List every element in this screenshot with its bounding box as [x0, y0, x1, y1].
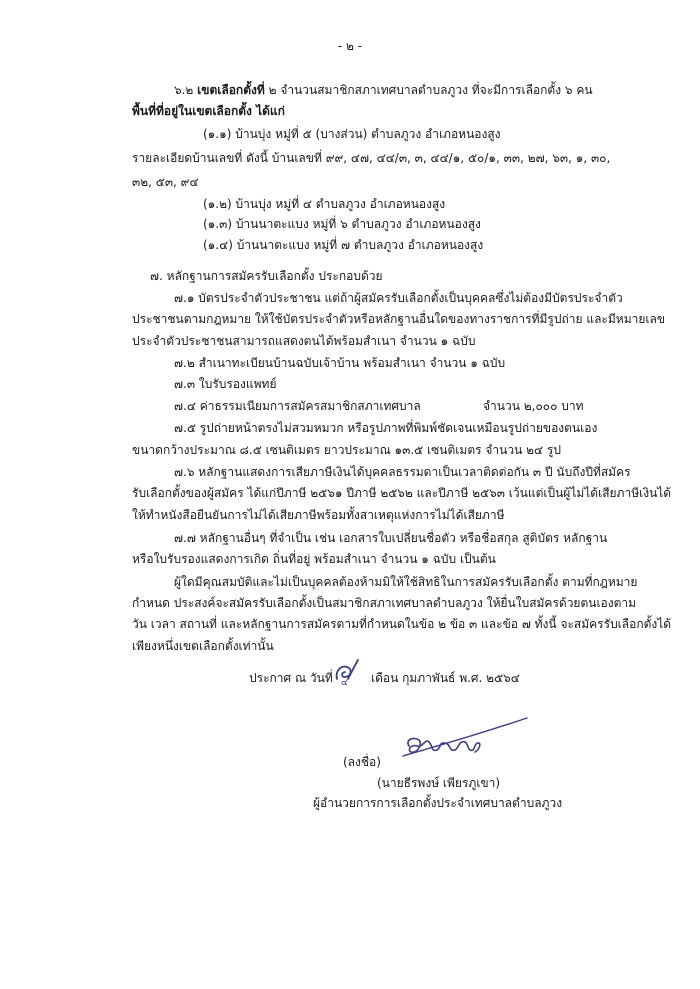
page-number: - ๒ - [337, 39, 363, 53]
signer-title: ผู้อำนวยการการเลือกตั้งประจำเทศบาลตำบลภูวง [313, 796, 563, 810]
evidence-7-1-line-3: ประจำตัวประชาชนสามารถแสดงตนได้พร้อมสำเนา จำนวน ๑ ฉบับ [132, 334, 476, 348]
district-heading-number: ๖.๒ [174, 83, 194, 97]
house-numbers-line-2: ๓๒, ๕๓, ๙๔ [132, 175, 199, 189]
evidence-7-4-amount: จำนวน ๒,๐๐๐ บาท [483, 399, 584, 413]
handwritten-day [331, 657, 361, 687]
evidence-7-1-line-2: ประชาชนตามกฎหมาย ให้ใช้บัตรประจำตัวหรือหลักฐานอื่นใดของทางราชการที่มีรูปถ่าย และมีหมายเลข [132, 312, 666, 326]
district-heading-text: ๒ จำนวนสมาชิกสภาเทศบาลตำบลภูวง ที่จะมีการเลือกตั้ง ๖ คน [268, 83, 593, 97]
evidence-7-4-label: ๗.๔ ค่าธรรมเนียมการสมัครสมาชิกสภาเทศบาล [174, 399, 421, 413]
district-item-4: (๑.๔) บ้านนาตะแบง หมู่ที่ ๗ ตำบลภูวง อำเภอหนองสูง [203, 238, 484, 252]
closing-line-3: วัน เวลา สถานที่ และหลักฐานการสมัครตามที่กำหนดในข้อ ๒ ข้อ ๓ และข้อ ๗ ทั้งนี้ จะสมัครรับเลือกตั้งได้ [132, 617, 672, 631]
evidence-7-7-line-2: หรือใบรับรองแสดงการเกิด ถิ่นที่อยู่ พร้อมสำเนา จำนวน ๑ ฉบับ เป็นต้น [132, 552, 496, 566]
evidence-7-6-line-1: ๗.๖ หลักฐานแสดงการเสียภาษีเงินได้บุคคลธรรมดาเป็นเวลาติดต่อกัน ๓ ปี นับถึงปีที่สมัคร [174, 465, 631, 479]
closing-line-4: เพียงหนึ่งเขตเลือกตั้งเท่านั้น [132, 639, 274, 653]
evidence-7-7-line-1: ๗.๗ หลักฐานอื่นๆ ที่จำเป็น เช่น เอกสารใบเปลี่ยนชื่อตัว หรือชื่อสกุล สูติบัตร หลักฐาน [174, 531, 608, 545]
district-heading-label: เขตเลือกตั้งที่ [197, 83, 265, 97]
evidence-7-5-line-2: ขนาดกว้างประมาณ ๘.๕ เซนติเมตร ยาวประมาณ ๑๓.๕ เซนติเมตร จำนวน ๒๔ รูป [132, 443, 561, 457]
house-numbers-line-1: รายละเอียดบ้านเลขที่ ดังนี้ บ้านเลขที่ ๙๙, ๔๗, ๔๔/๓, ๓, ๔๔/๑, ๕๐/๑, ๓๓, ๒๗, ๖๓, ๑, ๓๐, [132, 151, 611, 165]
signature-image [395, 712, 535, 768]
district-area-line: พื้นที่ที่อยู่ในเขตเลือกตั้ง ได้แก่ [132, 104, 285, 118]
district-heading [174, 80, 593, 100]
district-item-1: (๑.๑) บ้านบุ่ง หมู่ที่ ๕ (บางส่วน) ตำบลภูวง อำเภอหนองสูง [203, 127, 501, 141]
closing-line-2: กำหนด ประสงค์จะสมัครรับเลือกตั้งเป็นสมาชิกสภาเทศบาลตำบลภูวง ให้ยื่นใบสมัครด้วยตนเองตาม [132, 596, 637, 610]
evidence-7-1-line-1: ๗.๑ บัตรประจำตัวประชาชน แต่ถ้าผู้สมัครรับเลือกตั้งเป็นบุคคลซึ่งไม่ต้องมีบัตรประจำตัว [174, 291, 623, 305]
evidence-7-6-line-2: รับเลือกตั้งของผู้สมัคร ได้แก่ปีภาษี ๒๕๖๑ ปีภาษี ๒๕๖๒ และปีภาษี ๒๕๖๓ เว้นแต่เป็นผู้ไม่ได้เสียภาษีเงินได้ [132, 486, 672, 500]
district-item-2: (๑.๒) บ้านบุ่ง หมู่ที่ ๔ ตำบลภูวง อำเภอหนองสูง [203, 197, 446, 211]
evidence-7-2: ๗.๒ สำเนาทะเบียนบ้านฉบับเจ้าบ้าน พร้อมสำเนา จำนวน ๑ ฉบับ [174, 356, 506, 370]
signer-name: (นายธีรพงษ์ เพียรภูเขา) [377, 776, 501, 790]
evidence-7-5-line-1: ๗.๕ รูปถ่ายหน้าตรงไม่สวมหมวก หรือรูปภาพที่พิมพ์ชัดเจนเหมือนรูปถ่ายของตนเอง [174, 421, 598, 435]
closing-line-1: ผู้ใดมีคุณสมบัติและไม่เป็นบุคคลต้องห้ามมิให้ใช้สิทธิในการสมัครรับเลือกตั้ง ตามที่กฎหมาย [174, 575, 638, 589]
sign-label: (ลงชื่อ) [343, 755, 381, 769]
evidence-7-6-line-3: ให้ทำหนังสือยืนยันการไม่ได้เสียภาษีพร้อมทั้งสาเหตุแห่งการไม่ได้เสียภาษี [132, 508, 505, 522]
announcement-suffix: เดือน กุมภาพันธ์ พ.ศ. ๒๕๖๔ [371, 671, 520, 685]
district-item-3: (๑.๓) บ้านนาตะแบง หมู่ที่ ๖ ตำบลภูวง อำเภอหนองสูง [203, 217, 481, 231]
handwritten-day-value: ๔ [341, 678, 348, 687]
evidence-7-3: ๗.๓ ใบรับรองแพทย์ [174, 377, 277, 391]
evidence-heading: ๗. หลักฐานการสมัครรับเลือกตั้ง ประกอบด้วย [150, 269, 383, 283]
announcement-prefix: ประกาศ ณ วันที่ [249, 671, 333, 685]
